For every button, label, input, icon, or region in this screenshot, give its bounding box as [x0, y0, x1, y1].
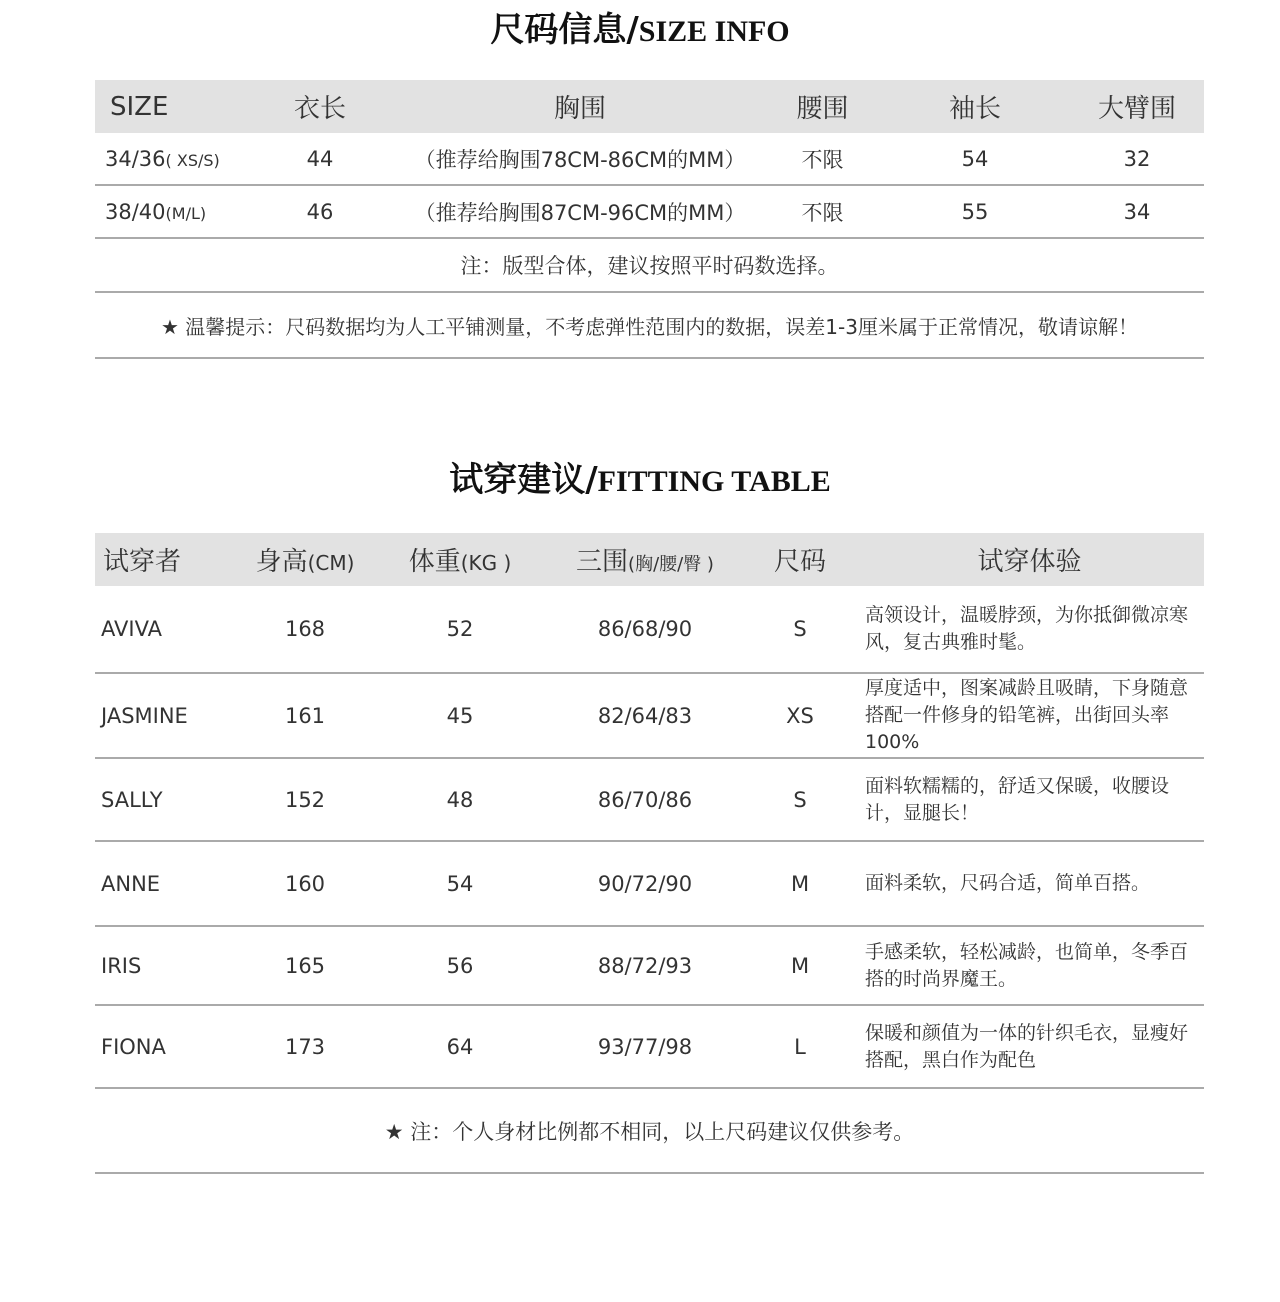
chest-cell: （推荐给胸围78CM-86CM的MM） — [395, 133, 765, 185]
measure-cell: 86/68/90 — [545, 586, 745, 673]
fitting-title — [0, 452, 1280, 501]
height-cell: 152 — [235, 758, 375, 841]
experience-cell: 面料软糯糯的，舒适又保暖，收腰设计，显腿长！ — [855, 758, 1204, 841]
title-cn: 尺码信息/ — [490, 10, 639, 50]
height-cell: 160 — [235, 841, 375, 926]
size-cell: M — [745, 841, 855, 926]
size-cell: S — [745, 758, 855, 841]
size-cell: M — [745, 926, 855, 1005]
size-cell: S — [745, 586, 855, 673]
size-cell: L — [745, 1005, 855, 1088]
chest-cell: （推荐给胸围87CM-96CM的MM） — [395, 185, 765, 238]
table-row — [95, 926, 1204, 1005]
weight-cell: 64 — [375, 1005, 545, 1088]
sleeve-cell: 54 — [880, 133, 1070, 185]
header-experience: 试穿体验 — [855, 533, 1204, 586]
waist-cell: 不限 — [765, 133, 880, 185]
length-cell: 46 — [245, 185, 395, 238]
length-cell: 44 — [245, 133, 395, 185]
tester-cell: SALLY — [95, 758, 235, 841]
weight-cell: 48 — [375, 758, 545, 841]
header-height: 身高(CM) — [235, 533, 375, 586]
sleeve-cell: 55 — [880, 185, 1070, 238]
header-length: 衣长 — [245, 80, 395, 133]
size-value: 34/36 — [105, 146, 166, 171]
tester-cell: ANNE — [95, 841, 235, 926]
fitting-note: ★ 注：个人身材比例都不相同，以上尺码建议仅供参考。 — [95, 1088, 1204, 1173]
title-en: SIZE INFO — [638, 15, 790, 48]
size-note: 注：版型合体，建议按照平时码数选择。 — [95, 238, 1204, 292]
header-size: 尺码 — [745, 533, 855, 586]
size-cell: XS — [745, 673, 855, 758]
measure-cell: 86/70/86 — [545, 758, 745, 841]
size-sub: ( XS/S) — [165, 150, 220, 170]
size-tip: ★ 温馨提示：尺码数据均为人工平铺测量，不考虑弹性范围内的数据，误差1-3厘米属于正常情况，敬请谅解！ — [95, 292, 1204, 358]
arm-cell: 32 — [1070, 133, 1204, 185]
measure-cell: 90/72/90 — [545, 841, 745, 926]
table-row — [95, 185, 1204, 238]
tester-cell: IRIS — [95, 926, 235, 1005]
tester-cell: JASMINE — [95, 673, 235, 758]
measure-cell: 82/64/83 — [545, 673, 745, 758]
fitting-table-header — [95, 533, 1204, 586]
header-chest: 胸围 — [395, 80, 765, 133]
title-en: FITTING TABLE — [597, 465, 831, 498]
size-info-title — [0, 2, 1280, 51]
weight-cell: 45 — [375, 673, 545, 758]
title-cn: 试穿建议/ — [449, 460, 598, 500]
tester-cell: AVIVA — [95, 586, 235, 673]
height-cell: 173 — [235, 1005, 375, 1088]
header-size: SIZE — [95, 80, 245, 133]
experience-cell: 高领设计，温暖脖颈，为你抵御微凉寒风，复古典雅时髦。 — [855, 586, 1204, 673]
size-sub: (M/L) — [165, 203, 207, 223]
tester-cell: FIONA — [95, 1005, 235, 1088]
experience-cell: 面料柔软，尺码合适，简单百搭。 — [855, 841, 1204, 926]
experience-cell: 厚度适中，图案减龄且吸睛，下身随意搭配一件修身的铅笔裤，出街回头率100% — [855, 673, 1204, 758]
waist-cell: 不限 — [765, 185, 880, 238]
height-cell: 168 — [235, 586, 375, 673]
header-waist: 腰围 — [765, 80, 880, 133]
table-row — [95, 1005, 1204, 1088]
weight-cell: 52 — [375, 586, 545, 673]
table-row — [95, 841, 1204, 926]
weight-cell: 54 — [375, 841, 545, 926]
header-weight: 体重(KG ) — [375, 533, 545, 586]
header-arm: 大臂围 — [1070, 80, 1204, 133]
size-cell — [95, 185, 245, 238]
table-row — [95, 586, 1204, 673]
weight-cell: 56 — [375, 926, 545, 1005]
measure-cell: 88/72/93 — [545, 926, 745, 1005]
height-cell: 165 — [235, 926, 375, 1005]
header-sleeve: 袖长 — [880, 80, 1070, 133]
size-cell — [95, 133, 245, 185]
arm-cell: 34 — [1070, 185, 1204, 238]
table-row — [95, 758, 1204, 841]
table-row — [95, 673, 1204, 758]
table-row — [95, 133, 1204, 185]
size-table — [95, 80, 1204, 359]
size-table-header — [95, 80, 1204, 133]
height-cell: 161 — [235, 673, 375, 758]
size-value: 38/40 — [105, 199, 166, 224]
measure-cell: 93/77/98 — [545, 1005, 745, 1088]
header-tester: 试穿者 — [95, 533, 235, 586]
fitting-table — [95, 533, 1204, 1174]
header-measure: 三围(胸/腰/臀 ) — [545, 533, 745, 586]
experience-cell: 保暖和颜值为一体的针织毛衣，显瘦好搭配，黑白作为配色 — [855, 1005, 1204, 1088]
experience-cell: 手感柔软，轻松减龄，也简单，冬季百搭的时尚界魔王。 — [855, 926, 1204, 1005]
